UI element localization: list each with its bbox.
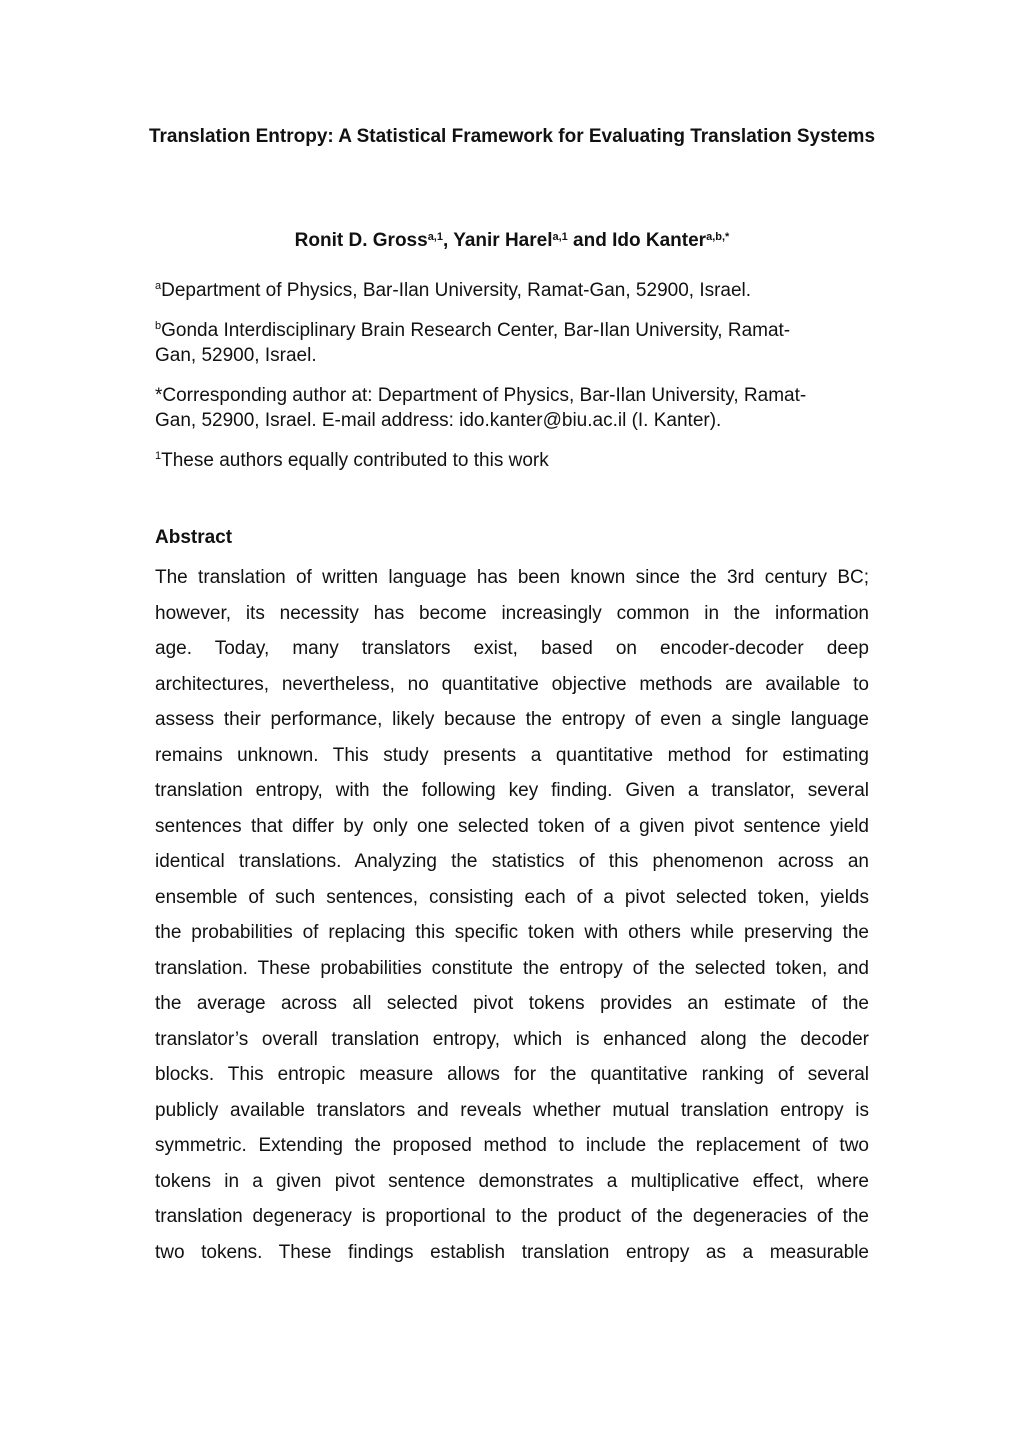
abstract-line: blocks. This entropic measure allows for the quantitative ranking of several	[155, 1064, 869, 1085]
author-name: Ido Kanter	[612, 230, 707, 251]
abstract-line: translation degeneracy is proportional to the product of the degeneracies of the	[155, 1206, 869, 1227]
affiliation-mark: a	[155, 280, 162, 292]
abstract-line: sentences that differ by only one selected token of a given pivot sentence yield	[155, 815, 869, 837]
abstract-line: the average across all selected pivot tokens provides an estimate of the	[155, 993, 869, 1014]
abstract-line: architectures, nevertheless, no quantitative objective methods are available to	[155, 673, 869, 695]
footnote-mark: 1	[155, 450, 162, 462]
affiliation-text: Gan, 52900, Israel.	[155, 345, 317, 366]
abstract-line: two tokens. These findings establish translation entropy as a measurable	[155, 1241, 869, 1263]
abstract-line: tokens in a given pivot sentence demonstrates a multiplicative effect, where	[155, 1170, 869, 1192]
corresponding-author-text: Gan, 52900, Israel. E-mail address: ido.kanter@biu.ac.il (I. Kanter).	[155, 410, 722, 431]
abstract-line: remains unknown. This study presents a quantitative method for estimating	[155, 744, 869, 766]
equal-contribution-note	[155, 448, 870, 473]
abstract-body	[155, 560, 869, 1272]
abstract-line: publicly available translators and reveals whether mutual translation entropy is	[155, 1099, 869, 1121]
paper-title: Translation Entropy: A Statistical Framework for Evaluating Translation Systems	[148, 126, 876, 147]
affiliation-mark: b	[155, 320, 162, 332]
author-separator: and	[567, 230, 613, 251]
abstract-line: ensemble of such sentences, consisting each of a pivot selected token, yields	[155, 886, 869, 908]
author-affiliation-mark: a,1	[552, 231, 568, 243]
abstract-line: assess their performance, likely because the entropy of even a single language	[155, 709, 869, 730]
abstract-line: translation. These probabilities constitute the entropy of the selected token, and	[155, 957, 869, 979]
author-name: Ronit D. Gross	[294, 230, 428, 251]
abstract-line: The translation of written language has been known since the 3rd century BC;	[155, 567, 869, 588]
equal-contribution-text: These authors equally contributed to this work	[161, 450, 549, 471]
abstract-line: age. Today, many translators exist, based on encoder-decoder deep	[155, 638, 869, 659]
affiliation-b	[155, 318, 870, 368]
corresponding-author	[155, 383, 870, 433]
abstract-line: the probabilities of replacing this specific token with others while preserving the	[155, 922, 869, 943]
abstract-line: translator’s overall translation entropy, which is enhanced along the decoder	[155, 1028, 869, 1050]
author-affiliation-mark: a,1	[427, 231, 443, 243]
abstract-line: however, its necessity has become increasingly common in the information	[155, 602, 869, 624]
abstract-line: translation entropy, with the following key finding. Given a translator, several	[155, 780, 869, 801]
affiliation-text: Department of Physics, Bar-Ilan University, Ramat-Gan, 52900, Israel.	[161, 280, 752, 301]
abstract-line: identical translations. Analyzing the statistics of this phenomenon across an	[155, 851, 869, 872]
abstract-line: symmetric. Extending the proposed method to include the replacement of two	[155, 1135, 869, 1156]
affiliation-a	[155, 278, 870, 303]
author-affiliation-mark: a,b,*	[706, 231, 730, 243]
abstract-heading: Abstract	[155, 527, 233, 548]
corresponding-author-text: *Corresponding author at: Department of Physics, Bar-Ilan University, Ramat-	[155, 385, 807, 406]
author-name: Yanir Harel	[453, 230, 553, 251]
author-list	[140, 228, 884, 254]
author-separator: ,	[442, 230, 454, 251]
affiliation-text: Gonda Interdisciplinary Brain Research Center, Bar-Ilan University, Ramat-	[161, 320, 791, 341]
